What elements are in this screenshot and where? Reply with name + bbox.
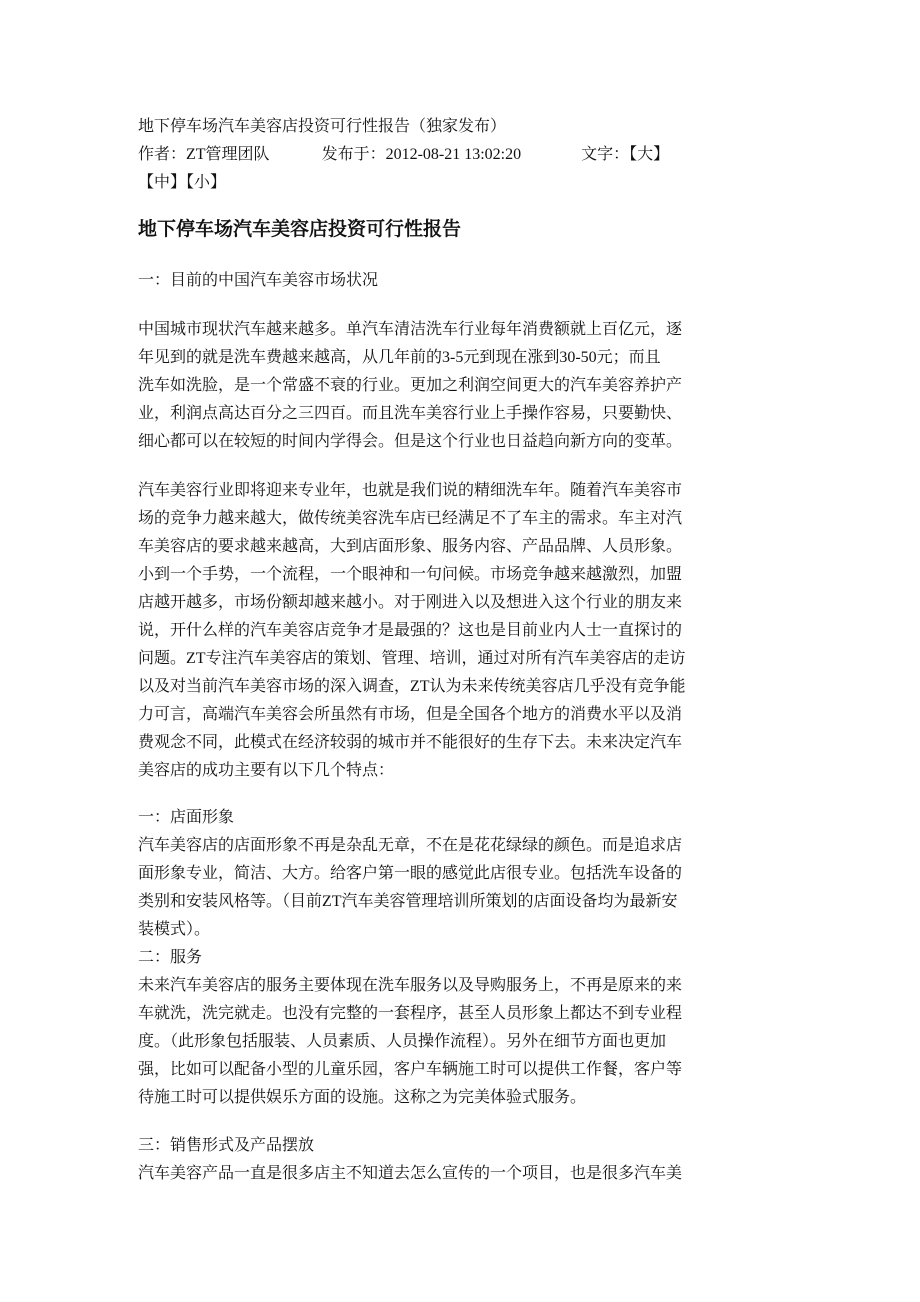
point-title: 二：服务 (138, 949, 203, 966)
font-size-small-link[interactable]: 【小】 (186, 174, 227, 191)
text-line: 度。（此形象包括服装、人员素质、人员操作流程）。另外在细节方面也更加 (138, 1033, 667, 1050)
font-size-label: 文字： (581, 146, 630, 163)
author: 作者：ZT管理团队 (138, 146, 270, 163)
text-line: 汽车美容店的店面形象不再是杂乱无章，不在是花花绿绿的颜色。而是追求店 (138, 837, 683, 854)
point-title: 三：销售形式及产品摆放 (138, 1137, 315, 1154)
text-line: 装模式）。 (138, 921, 211, 938)
section-title: 一：目前的中国汽车美容市场状况 (138, 272, 379, 289)
point-1 (138, 804, 788, 1112)
text-line: 店越开越多，市场份额却越来越小。对于刚进入以及想进入这个行业的朋友来 (138, 594, 683, 611)
text-line: 以及对当前汽车美容市场的深入调查，ZT认为未来传统美容店几乎没有竞争能 (138, 678, 686, 695)
point-title: 一：店面形象 (138, 809, 235, 826)
paragraph-1 (138, 316, 788, 456)
text-line: 类别和安装风格等。（目前ZT汽车美容管理培训所策划的店面设备均为最新安 (138, 893, 678, 910)
article-title: 地下停车场汽车美容店投资可行性报告（独家发布） (138, 118, 507, 135)
article-heading: 地下停车场汽车美容店投资可行性报告 (138, 219, 462, 240)
text-line: 说，开什么样的汽车美容店竞争才是最强的？这也是目前业内人士一直探讨的 (138, 622, 683, 639)
text-line: 场的竞争力越来越大，做传统美容洗车店已经满足不了车主的需求。车主对汽 (138, 510, 683, 527)
text-line: 面形象专业，简洁、大方。给客户第一眼的感觉此店很专业。包括洗车设备的 (138, 865, 683, 882)
text-line: 费观念不同，此模式在经济较弱的城市并不能很好的生存下去。未来决定汽车 (138, 734, 683, 751)
text-line: 中国城市现状汽车越来越多。单汽车清洁洗车行业每年消费额就上百亿元，逐 (138, 321, 683, 338)
meta-line (138, 141, 788, 169)
text-line: 车美容店的要求越来越高，大到店面形象、服务内容、产品品牌、人员形象。 (138, 538, 683, 555)
text-line: 问题。ZT专注汽车美容店的策划、管理、培训，通过对所有汽车美容店的走访 (138, 650, 686, 667)
text-line: 汽车美容产品一直是很多店主不知道去怎么宣传的一个项目，也是很多汽车美 (138, 1165, 683, 1182)
point-3 (138, 1132, 788, 1188)
text-line: 美容店的成功主要有以下几个特点： (138, 762, 395, 779)
text-line: 洗车如洗脸，是一个常盛不衰的行业。更加之利润空间更大的汽车美容养护产 (138, 377, 683, 394)
text-line: 业，利润点高达百分之三四百。而且洗车美容行业上手操作容易，只要勤快、 (138, 405, 683, 422)
publish-date: 发布于：2012-08-21 13:02:20 (321, 146, 522, 163)
text-line: 年见到的就是洗车费越来越高，从几年前的3-5元到现在涨到30-50元；而且 (138, 349, 661, 366)
text-line: 强，比如可以配备小型的儿童乐园，客户车辆施工时可以提供工作餐，客户等 (138, 1061, 683, 1078)
text-line: 待施工时可以提供娱乐方面的设施。这称之为完美体验式服务。 (138, 1089, 587, 1106)
article-header (138, 113, 788, 197)
paragraph-2 (138, 477, 788, 785)
text-line: 汽车美容行业即将迎来专业年，也就是我们说的精细洗车年。随着汽车美容市 (138, 482, 683, 499)
text-line: 车就洗，洗完就走。也没有完整的一套程序，甚至人员形象上都达不到专业程 (138, 1005, 683, 1022)
text-line: 细心都可以在较短的时间内学得会。但是这个行业也日益趋向新方向的变革。 (138, 433, 683, 450)
font-size-medium-link[interactable]: 【中】 (138, 174, 187, 191)
text-line: 未来汽车美容店的服务主要体现在洗车服务以及导购服务上，不再是原来的来 (138, 977, 683, 994)
meta-line-2 (138, 169, 788, 197)
font-size-large-link[interactable]: 【大】 (629, 146, 670, 163)
text-line: 力可言，高端汽车美容会所虽然有市场，但是全国各个地方的消费水平以及消 (138, 706, 683, 723)
text-line: 小到一个手势，一个流程，一个眼神和一句问候。市场竞争越来越激烈，加盟 (138, 566, 683, 583)
